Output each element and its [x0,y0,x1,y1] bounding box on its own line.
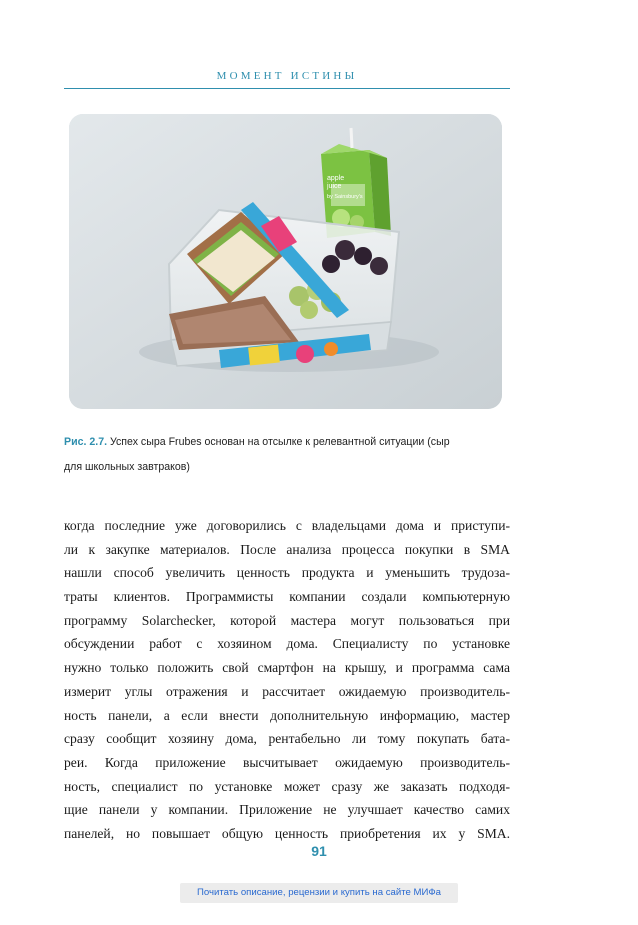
body-line: ность панели, а если внести дополнительную информацию, мастер [64,707,510,723]
body-line: щие панели у компании. Приложение не улучшает качество самих [64,802,510,818]
body-line: обсуждении работ с хозяином дома. Специалисту по установке [64,636,510,652]
promo-link[interactable]: Почитать описание, рецензии и купить на сайте МИФа [180,883,458,903]
body-line: нашли способ увеличить ценность продукта и уменьшить трудоза- [64,565,510,581]
figure-caption-text-line2: для школьных завтраков) [64,461,190,473]
carton-text-apple: apple [327,175,345,182]
figure-caption [64,430,514,480]
body-line: программу Solarchecker, которой мастера могут пользоваться при [64,612,510,628]
body-line: траты клиентов. Программисты компании создали компьютерную [64,589,510,605]
body-line: когда последние уже договорились с владельцами дома и приступи- [64,518,510,533]
figure-caption-label: Рис. 2.7. [64,436,108,448]
body-line: панелей, но повышает общую ценность приобретения их у SMA. [64,825,510,841]
body-paragraph [64,514,510,846]
carton-text-brand: by Sainsbury's [327,194,363,200]
body-line: измерит углы отражения и рассчитает ожидаемую производитель- [64,683,510,699]
figure-photo [69,114,502,409]
body-line: ность, специалист по установке может сразу же заказать подходя- [64,778,510,794]
body-line: ли к закупке материалов. После анализа процесса покупки в SMA [64,541,510,557]
figure-caption-text-line1: Успех сыра Frubes основан на отсылке к релевантной ситуации (сыр [109,436,450,448]
body-line: нужно только положить свой смартфон на крышу, и программа сама [64,660,510,676]
running-header [64,66,510,89]
body-line: сразу сообщит хозяину дома, рентабельно ли тому покупать бата- [64,731,510,747]
running-header-title: МОМЕНТ ИСТИНЫ [216,70,358,82]
body-line: реи. Когда приложение высчитывает ожидаемую производитель- [64,754,510,770]
page-number: 91 [311,843,327,859]
carton-text-juice: juice [327,183,342,190]
